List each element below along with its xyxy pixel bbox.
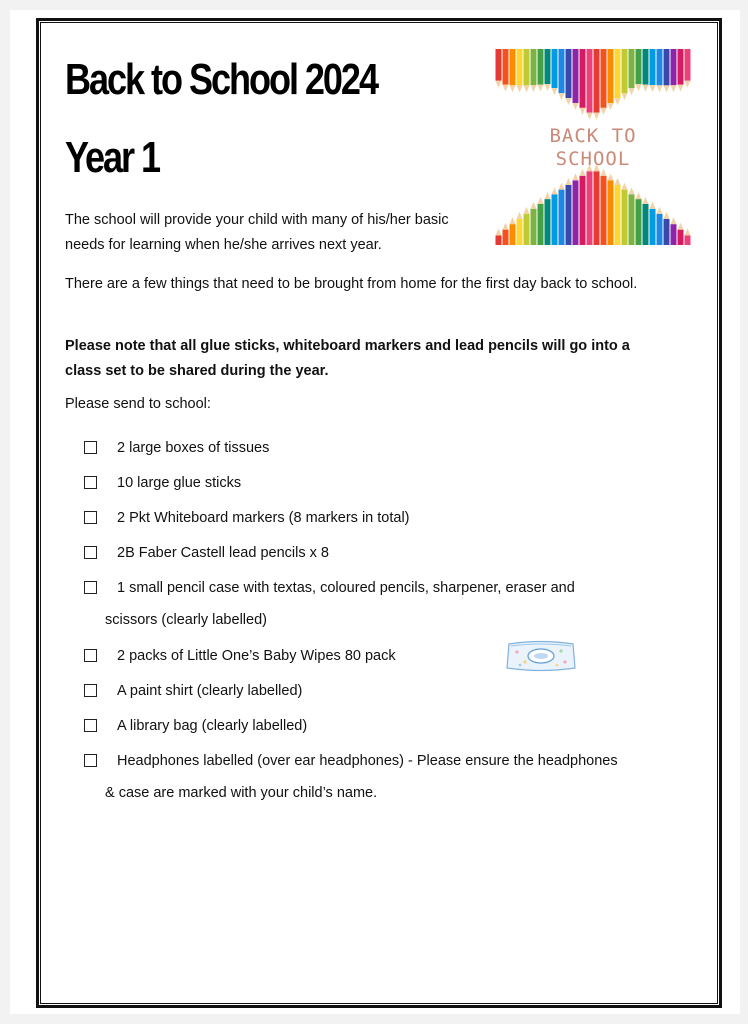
baby-wipes-pack-image — [505, 638, 577, 674]
shared-supplies-note: Please note that all glue sticks, whiteboard markers and lead pencils will go into a class set to be shared during the year. — [65, 338, 630, 379]
colored-pencils-heart-image — [495, 49, 691, 245]
checkbox[interactable] — [84, 754, 97, 767]
checklist-item-label: A paint shirt (clearly labelled) — [117, 683, 303, 699]
checklist-item-label: A library bag (clearly labelled) — [117, 718, 308, 734]
first-day-paragraph: There are a few things that need to be brought from home for the first day back to school. — [65, 276, 638, 292]
checklist-item-label: 10 large glue sticks — [117, 475, 242, 491]
checklist-item — [84, 578, 684, 646]
checklist-item-label: Headphones labelled (over ear headphones) - Please ensure the headphones — [117, 753, 618, 769]
checklist-item — [84, 646, 684, 681]
checkbox[interactable] — [84, 581, 97, 594]
checkbox[interactable] — [84, 684, 97, 697]
checklist-item — [84, 438, 684, 473]
checklist-item — [84, 716, 684, 751]
baby-wipes-icon — [505, 638, 577, 674]
checkbox[interactable] — [84, 719, 97, 732]
checkbox[interactable] — [84, 476, 97, 489]
caption-line-1: BACK TO — [549, 125, 637, 147]
checklist-item — [84, 751, 684, 819]
checkbox[interactable] — [84, 441, 97, 454]
back-to-school-caption — [495, 125, 691, 171]
document-subtitle: Year 1 — [65, 133, 160, 182]
caption-line-2: SCHOOL — [555, 148, 631, 170]
intro-paragraph: The school will provide your child with many of his/her basic needs for learning when he/she arrives next year. — [65, 212, 449, 253]
checklist-item-label: 1 small pencil case with textas, coloured pencils, sharpener, eraser and — [117, 580, 575, 596]
checklist-item — [84, 681, 684, 716]
checklist-item — [84, 473, 684, 508]
checkbox[interactable] — [84, 649, 97, 662]
checkbox[interactable] — [84, 511, 97, 524]
checkbox[interactable] — [84, 546, 97, 559]
send-to-school-prompt: Please send to school: — [65, 396, 211, 412]
checklist-item-label: 2B Faber Castell lead pencils x 8 — [117, 545, 329, 561]
checklist-item — [84, 508, 684, 543]
checklist-item-label: 2 large boxes of tissues — [117, 440, 270, 456]
checklist-item-continuation: scissors (clearly labelled) — [105, 612, 267, 628]
supply-checklist — [84, 438, 684, 819]
checklist-item-label: 2 Pkt Whiteboard markers (8 markers in total) — [117, 510, 410, 526]
checklist-item-label: 2 packs of Little One’s Baby Wipes 80 pack — [117, 648, 396, 664]
checklist-item-continuation: & case are marked with your child’s name. — [105, 785, 378, 801]
document-title: Back to School 2024 — [65, 55, 377, 104]
checklist-item — [84, 543, 684, 578]
